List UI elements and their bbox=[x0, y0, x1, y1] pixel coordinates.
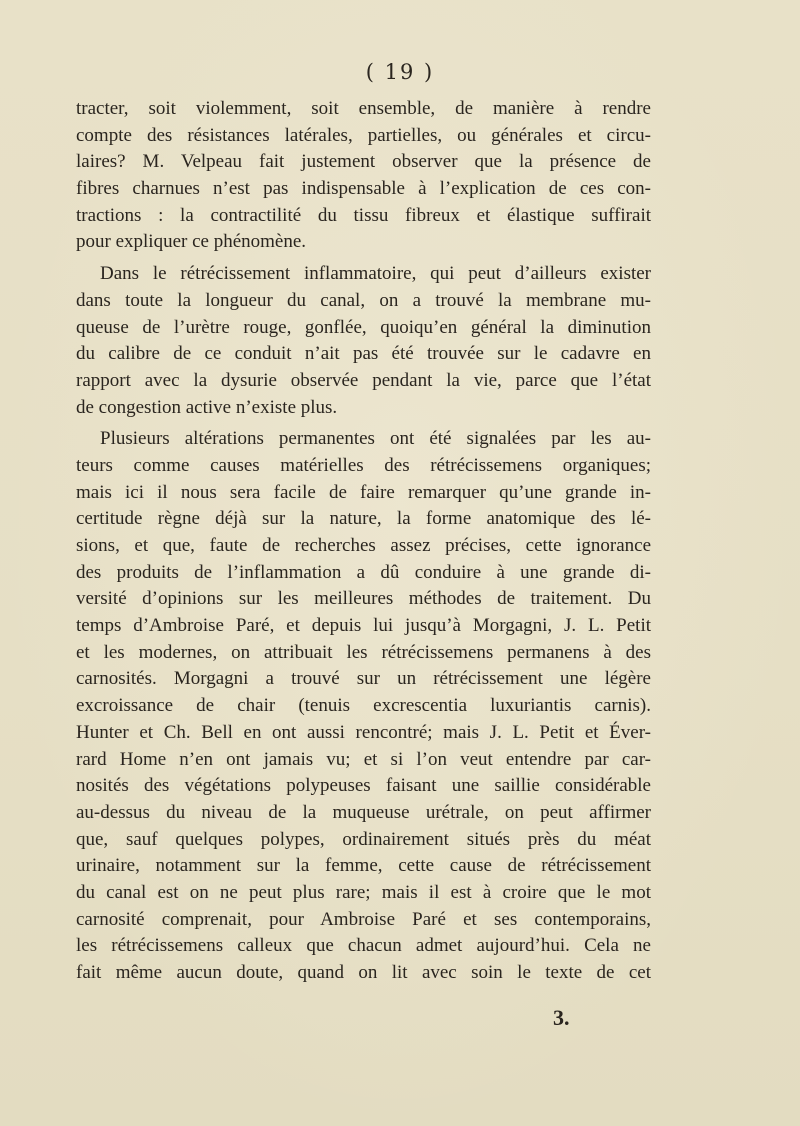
text-line: temps d’Ambroise Paré, et depuis lui jusqu’à Morgagni, J. L. Petit bbox=[76, 615, 651, 637]
text-line: du canal est on ne peut plus rare; mais il est à croire que le mot bbox=[76, 881, 651, 903]
text-line: urinaire, notamment sur la femme, cette cause de rétrécissement bbox=[76, 855, 651, 877]
text-line: pour expliquer ce phénomène. bbox=[76, 231, 307, 253]
text-line: rapport avec la dysurie observée pendant la vie, parce que l’état bbox=[76, 369, 651, 391]
text-line: du calibre de ce conduit n’ait pas été trouvée sur le cadavre en bbox=[76, 343, 651, 365]
text-line: et les modernes, on attribuait les rétrécissemens permanens à des bbox=[76, 641, 651, 663]
text-line: au-dessus du niveau de la muqueuse urétrale, on peut affirmer bbox=[76, 801, 651, 823]
text-line: tractions : la contractilité du tissu fibreux et élastique suffirait bbox=[76, 204, 651, 226]
page-number: ( 19 ) bbox=[365, 60, 435, 84]
text-line: laires? M. Velpeau fait justement observer que la présence de bbox=[76, 151, 651, 173]
paragraph bbox=[76, 261, 651, 421]
text-line: mais ici il nous sera facile de faire remarquer qu’une grande in- bbox=[76, 481, 651, 503]
text-line: de congestion active n’existe plus. bbox=[76, 396, 338, 418]
text-line: tracter, soit violemment, soit ensemble, de manière à rendre bbox=[76, 98, 651, 119]
text-line: excroissance de chair (tenuis excrescentia luxuriantis carnis). bbox=[76, 695, 651, 717]
text-line: nosités des végétations polypeuses faisant une saillie considérable bbox=[76, 775, 651, 797]
text-line: dans toute la longueur du canal, on a trouvé la membrane mu- bbox=[76, 289, 651, 311]
text-line: teurs comme causes matérielles des rétrécissemens organiques; bbox=[76, 454, 651, 476]
body-text bbox=[76, 96, 651, 987]
text-line: sions, et que, faute de recherches assez précises, cette ignorance bbox=[76, 535, 651, 556]
text-line: Dans le rétrécissement inflammatoire, qui peut d’ailleurs exister bbox=[100, 263, 651, 285]
text-line: rard Home n’en ont jamais vu; et si l’on veut entendre par car- bbox=[76, 748, 651, 770]
text-line: les rétrécissemens calleux que chacun admet aujourd’hui. Cela ne bbox=[76, 935, 651, 957]
text-line: que, sauf quelques polypes, ordinairement situés près du méat bbox=[76, 828, 651, 850]
text-line: versité d’opinions sur les meilleures méthodes de traitement. Du bbox=[76, 588, 651, 610]
text-line: Hunter et Ch. Bell en ont aussi rencontré; mais J. L. Petit et Éver- bbox=[76, 721, 651, 743]
text-line: carnosités. Morgagni a trouvé sur un rétrécissement une légère bbox=[76, 668, 651, 690]
paragraph bbox=[76, 96, 651, 256]
text-line: Plusieurs altérations permanentes ont été signalées par les au- bbox=[100, 428, 651, 450]
text-line: compte des résistances latérales, partielles, ou générales et circu- bbox=[76, 124, 651, 146]
text-line: certitude règne déjà sur la nature, la forme anatomique des lé- bbox=[76, 508, 651, 530]
text-line: des produits de l’inflammation a dû conduire à une grande di- bbox=[76, 561, 651, 583]
text-line: carnosité comprenait, pour Ambroise Paré et ses contemporains, bbox=[76, 908, 651, 930]
signature-mark: 3. bbox=[553, 1005, 570, 1030]
text-line: fait même aucun doute, quand on lit avec soin le texte de cet bbox=[76, 962, 651, 983]
text-line: queuse de l’urètre rouge, gonflée, quoiqu’en général la diminution bbox=[76, 316, 651, 338]
paragraph bbox=[76, 426, 651, 986]
text-line: fibres charnues n’est pas indispensable à l’explication de ces con- bbox=[76, 178, 651, 200]
